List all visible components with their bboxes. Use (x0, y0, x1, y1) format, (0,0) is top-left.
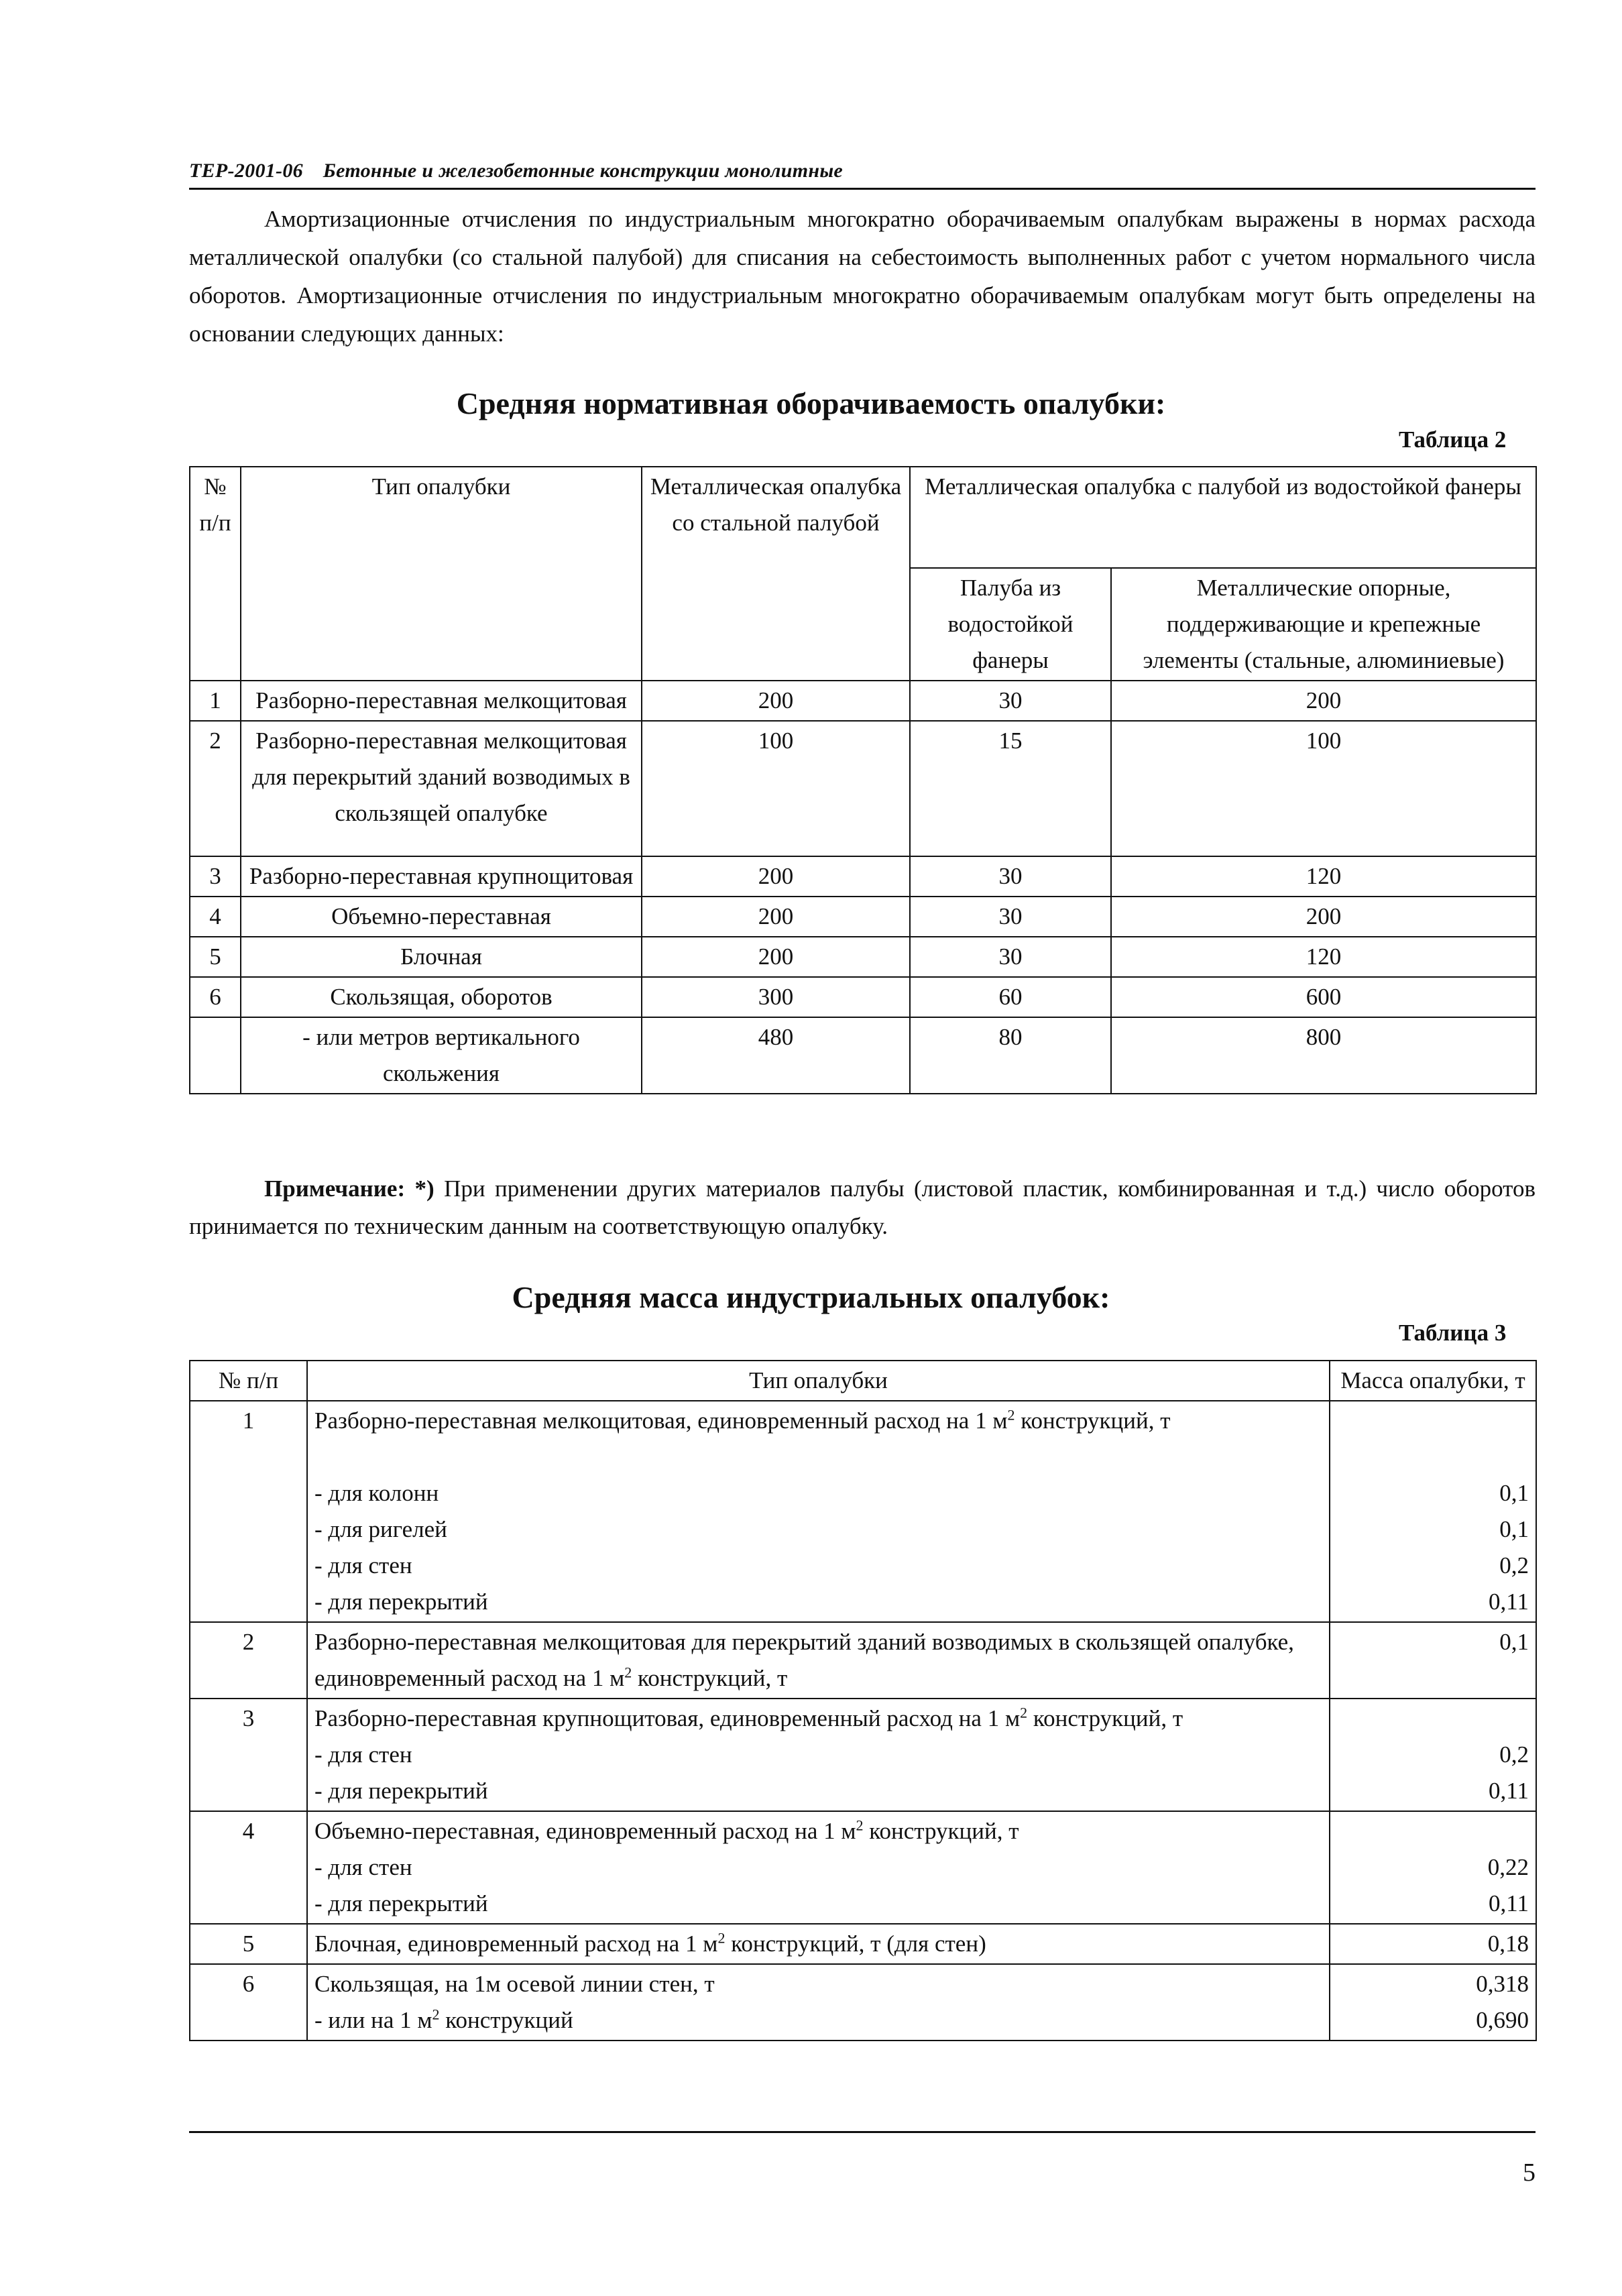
row-num: 2 (190, 1622, 307, 1699)
row-mass (1330, 1699, 1536, 1811)
table-row (190, 977, 1536, 1017)
sub-item-value: 0,11 (1489, 1589, 1529, 1615)
row-num: 4 (190, 897, 241, 937)
row-metal: 120 (1111, 856, 1536, 897)
col-header-metal-elements: Металлические опорные, поддерживающие и крепежные элементы (стальные, алюминиевые) (1111, 568, 1536, 681)
page-number: 5 (1523, 2159, 1536, 2187)
row-deck: 30 (910, 856, 1111, 897)
table-row (190, 681, 1536, 721)
row-type: Разборно-переставная мелкощитовая (241, 681, 642, 721)
row-deck: 15 (910, 721, 1111, 856)
table-row (190, 1964, 1536, 2041)
row-num: 2 (190, 721, 241, 856)
sub-item-value: 0,318 (1476, 1971, 1529, 1997)
table3-header-row (190, 1361, 1536, 1401)
row-deck: 30 (910, 897, 1111, 937)
table2-note (189, 1170, 1536, 1245)
sub-item-value: 0,22 (1487, 1854, 1529, 1880)
row-type: Скользящая, оборотов (241, 977, 642, 1017)
col-header-type: Тип опалубки (241, 467, 642, 681)
header-title: Бетонные и железобетонные конструкции монолитные (323, 160, 844, 182)
col-header-plywood-group: Металлическая опалубка с палубой из водостойкой фанеры (910, 467, 1536, 568)
row-num (190, 1017, 241, 1094)
row-deck: 80 (910, 1017, 1111, 1094)
row-type: Скользящая, на 1м осевой линии стен, т - или на 1 $м^2$ конструкций (307, 1964, 1330, 2041)
row-steel: 200 (642, 897, 910, 937)
row-num: 1 (190, 681, 241, 721)
row-type: - или метров вертикального скольжения (241, 1017, 642, 1094)
table2-header-row (190, 467, 1536, 568)
row-num: 4 (190, 1811, 307, 1924)
row-num: 5 (190, 1924, 307, 1964)
sub-item-value: 0,11 (1489, 1778, 1529, 1804)
intro-paragraph: Амортизационные отчисления по индустриальным многократно оборачиваемым опалубкам выражены в нормах расхода металлической опалубки (со стальной палубой) для списания на себестоимость выполненных работ с учетом нормального числа оборотов. Амортизационные отчисления по индустриальным многократно оборачиваемым опалубкам могут быть определены на основании следующих данных: (189, 206, 1536, 347)
row-steel: 300 (642, 977, 910, 1017)
col-header-num: № п/п (190, 467, 241, 681)
footer-divider (189, 2131, 1536, 2133)
table2-turnover (189, 466, 1537, 1094)
table-row (190, 1622, 1536, 1699)
sub-item-value: 0,11 (1489, 1890, 1529, 1916)
note-label: Примечание: *) (264, 1175, 435, 1202)
sub-item-label: - для перекрытий (314, 1778, 488, 1804)
row-steel: 480 (642, 1017, 910, 1094)
table-row (190, 856, 1536, 897)
col-header-steel: Металлическая опалубка со стальной палубой (642, 467, 910, 681)
table-row (190, 937, 1536, 977)
row-type: Разборно-переставная мелкощитовая, единовременный расход на 1 $м^2$ конструкций, т - для колонн - для ригелей - для стен - для перекрытий (307, 1401, 1330, 1622)
row-mass: 0,1 (1330, 1622, 1536, 1699)
table-row (190, 1699, 1536, 1811)
row-mass (1330, 1811, 1536, 1924)
row-type: Блочная, единовременный расход на 1 $м^2$ конструкций, т (для стен) (307, 1924, 1330, 1964)
row-deck: 30 (910, 937, 1111, 977)
row-type: Объемно-переставная (241, 897, 642, 937)
sub-item-label: - для стен (314, 1552, 412, 1578)
sub-item-value: 0,1 (1499, 1480, 1529, 1506)
sub-item-label: - для перекрытий (314, 1589, 488, 1615)
sub-item-label: - для стен (314, 1854, 412, 1880)
row-metal: 200 (1111, 681, 1536, 721)
table3-label: Таблица 3 (1399, 1320, 1507, 1346)
sub-item-value: 0,2 (1499, 1552, 1529, 1578)
col-header-plywood-deck: Палуба из водостойкой фанеры (910, 568, 1111, 681)
sub-item-label: - для стен (314, 1741, 412, 1768)
table-row (190, 1401, 1536, 1622)
row-metal: 600 (1111, 977, 1536, 1017)
row-mass (1330, 1401, 1536, 1622)
table2-label: Таблица 2 (1399, 426, 1507, 453)
table3-title: Средняя масса индустриальных опалубок: (512, 1280, 1110, 1314)
sub-item-value: 0,690 (1476, 2007, 1529, 2033)
row-num: 3 (190, 856, 241, 897)
col-header-type: Тип опалубки (307, 1361, 1330, 1401)
row-type: Разборно-переставная мелкощитовая для перекрытий зданий возводимых в скользящей опалубке, единовременный расход на 1 $м^2$ конструкций, т (307, 1622, 1330, 1699)
note-text: При применении других материалов палубы (листовой пластик, комбинированная и т.д.) число оборотов принимается по техническим данным на соответствующую опалубку. (189, 1175, 1536, 1239)
row-num: 1 (190, 1401, 307, 1622)
table3-mass (189, 1360, 1537, 2041)
row-num: 6 (190, 977, 241, 1017)
sub-item-label: - для колонн (314, 1480, 439, 1506)
table-row (190, 897, 1536, 937)
col-header-mass: Масса опалубки, т (1330, 1361, 1536, 1401)
row-metal: 100 (1111, 721, 1536, 856)
table-row (190, 1811, 1536, 1924)
row-type: Разборно-переставная мелкощитовая для перекрытий зданий возводимых в скользящей опалубке (241, 721, 642, 856)
row-steel: 100 (642, 721, 910, 856)
row-metal: 800 (1111, 1017, 1536, 1094)
header-code: ТЕР-2001-06 (189, 160, 303, 182)
running-header (189, 160, 1536, 190)
row-num: 6 (190, 1964, 307, 2041)
row-deck: 60 (910, 977, 1111, 1017)
row-num: 3 (190, 1699, 307, 1811)
row-steel: 200 (642, 856, 910, 897)
row-type: Объемно-переставная, единовременный расход на 1 $м^2$ конструкций, т - для стен - для перекрытий (307, 1811, 1330, 1924)
sub-item-label: - для перекрытий (314, 1890, 488, 1916)
row-num: 5 (190, 937, 241, 977)
row-type: Разборно-переставная крупнощитовая (241, 856, 642, 897)
sub-item-label: - для ригелей (314, 1516, 447, 1542)
row-type: Блочная (241, 937, 642, 977)
row-steel: 200 (642, 937, 910, 977)
row-mass (1330, 1964, 1536, 2041)
row-metal: 120 (1111, 937, 1536, 977)
table-row (190, 1017, 1536, 1094)
row-steel: 200 (642, 681, 910, 721)
row-type: Разборно-переставная крупнощитовая, единовременный расход на 1 $м^2$ конструкций, т - для стен - для перекрытий (307, 1699, 1330, 1811)
table-row (190, 721, 1536, 856)
table2-title: Средняя нормативная оборачиваемость опалубки: (456, 386, 1166, 420)
row-metal: 200 (1111, 897, 1536, 937)
table-row (190, 1924, 1536, 1964)
row-deck: 30 (910, 681, 1111, 721)
col-header-num: № п/п (190, 1361, 307, 1401)
row-mass: 0,18 (1330, 1924, 1536, 1964)
sub-item-value: 0,1 (1499, 1516, 1529, 1542)
sub-item-value: 0,2 (1499, 1741, 1529, 1768)
